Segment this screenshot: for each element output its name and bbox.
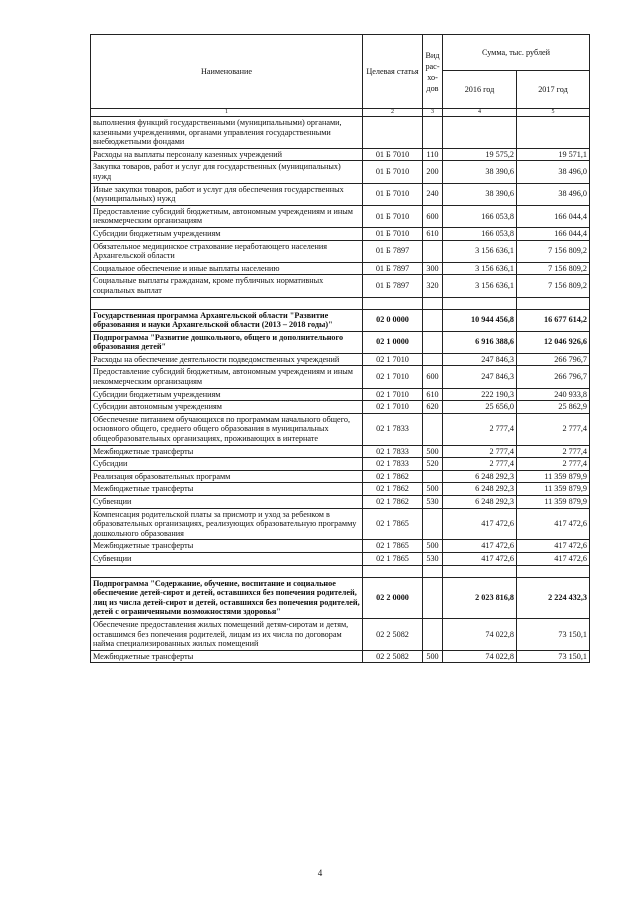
row-sum-2017 (517, 117, 590, 149)
row-expense-kind (423, 309, 443, 331)
row-target-article: 02 1 7862 (363, 483, 423, 496)
row-expense-kind: 520 (423, 458, 443, 471)
empty-cell (443, 565, 517, 577)
row-target-article: 02 1 7010 (363, 388, 423, 401)
row-target-article: 02 0 0000 (363, 309, 423, 331)
table-row (91, 117, 590, 149)
row-expense-kind (423, 413, 443, 445)
row-sum-2016: 6 248 292,3 (443, 483, 517, 496)
table-body (91, 117, 590, 663)
row-expense-kind: 300 (423, 262, 443, 275)
row-sum-2017: 38 496,0 (517, 183, 590, 205)
row-name: Межбюджетные трансферты (91, 650, 363, 663)
row-target-article: 01 Б 7010 (363, 227, 423, 240)
table-row (91, 205, 590, 227)
row-sum-2017: 19 571,1 (517, 148, 590, 161)
row-sum-2017: 11 359 879,9 (517, 483, 590, 496)
row-sum-2017: 16 677 614,2 (517, 309, 590, 331)
row-target-article: 02 1 7865 (363, 540, 423, 553)
row-sum-2017: 2 777,4 (517, 413, 590, 445)
row-expense-kind (423, 577, 443, 618)
row-sum-2017: 266 796,7 (517, 353, 590, 366)
row-sum-2016: 10 944 456,8 (443, 309, 517, 331)
row-target-article: 02 2 5082 (363, 618, 423, 650)
row-sum-2017: 11 359 879,9 (517, 470, 590, 483)
row-sum-2016: 25 656,0 (443, 401, 517, 414)
spacer-row (91, 565, 590, 577)
row-expense-kind: 500 (423, 650, 443, 663)
row-expense-kind: 600 (423, 205, 443, 227)
row-sum-2016: 247 846,3 (443, 353, 517, 366)
row-target-article: 02 1 7865 (363, 552, 423, 565)
row-name: Межбюджетные трансферты (91, 445, 363, 458)
row-target-article: 02 1 7862 (363, 496, 423, 509)
row-sum-2016: 222 190,3 (443, 388, 517, 401)
row-name: Субвенции (91, 552, 363, 565)
spacer-row (91, 297, 590, 309)
row-name: Подпрограмма "Содержание, обучение, воспитание и социальное обеспечение детей-сирот и детей, оставшихся без попечения родителей, лиц из числа детей-сирот и детей, оставшихся без попечения родителей, детей с ограниченными возможностями здоровья" (91, 577, 363, 618)
row-target-article: 01 Б 7010 (363, 148, 423, 161)
row-expense-kind: 500 (423, 445, 443, 458)
empty-cell (423, 565, 443, 577)
row-name: Межбюджетные трансферты (91, 540, 363, 553)
row-sum-2016: 2 777,4 (443, 458, 517, 471)
row-sum-2017: 7 156 809,2 (517, 240, 590, 262)
table-row (91, 309, 590, 331)
row-target-article: 01 Б 7897 (363, 275, 423, 297)
empty-cell (91, 297, 363, 309)
empty-cell (363, 565, 423, 577)
column-index: 4 (443, 109, 517, 117)
empty-cell (517, 565, 590, 577)
column-index: 3 (423, 109, 443, 117)
header-sum: Сумма, тыс. рублей (443, 35, 590, 71)
row-name: Обеспечение предоставления жилых помещений детям-сиротам и детям, оставшимся без попечения родителей, лицам из их числа по договорам найма специализированных жилых помещений (91, 618, 363, 650)
row-sum-2016: 6 916 388,6 (443, 331, 517, 353)
table-row (91, 508, 590, 540)
table-row (91, 331, 590, 353)
empty-cell (423, 297, 443, 309)
row-target-article: 02 1 7862 (363, 470, 423, 483)
table-row (91, 148, 590, 161)
row-name: Подпрограмма "Развитие дошкольного, общего и дополнительного образования детей" (91, 331, 363, 353)
row-expense-kind: 610 (423, 227, 443, 240)
table-row (91, 552, 590, 565)
row-sum-2017: 166 044,4 (517, 205, 590, 227)
table-row (91, 183, 590, 205)
table-row (91, 470, 590, 483)
header-name: Наименование (91, 35, 363, 109)
table-row (91, 650, 590, 663)
row-expense-kind: 200 (423, 161, 443, 183)
row-sum-2017: 240 933,8 (517, 388, 590, 401)
table-row (91, 577, 590, 618)
row-sum-2017: 2 777,4 (517, 445, 590, 458)
row-target-article: 02 1 7833 (363, 458, 423, 471)
row-expense-kind: 240 (423, 183, 443, 205)
table-row (91, 413, 590, 445)
row-name: Социальные выплаты гражданам, кроме публичных нормативных социальных выплат (91, 275, 363, 297)
row-target-article: 02 1 7010 (363, 401, 423, 414)
row-sum-2016: 19 575,2 (443, 148, 517, 161)
row-target-article: 02 1 0000 (363, 331, 423, 353)
table-row (91, 445, 590, 458)
column-index: 1 (91, 109, 363, 117)
column-index: 5 (517, 109, 590, 117)
row-expense-kind (423, 117, 443, 149)
row-sum-2016: 2 777,4 (443, 413, 517, 445)
empty-cell (443, 297, 517, 309)
row-sum-2016: 74 022,8 (443, 618, 517, 650)
table-row (91, 161, 590, 183)
table-row (91, 401, 590, 414)
row-sum-2016: 6 248 292,3 (443, 496, 517, 509)
row-target-article: 02 1 7865 (363, 508, 423, 540)
row-name: Субсидии бюджетным учреждениям (91, 227, 363, 240)
row-name: Субсидии автономным учреждениям (91, 401, 363, 414)
empty-cell (363, 297, 423, 309)
row-sum-2017: 38 496,0 (517, 161, 590, 183)
row-sum-2016: 6 248 292,3 (443, 470, 517, 483)
budget-table (90, 34, 590, 663)
row-expense-kind: 320 (423, 275, 443, 297)
row-name: Иные закупки товаров, работ и услуг для обеспечения государственных (муниципальных) нужд (91, 183, 363, 205)
table-row (91, 240, 590, 262)
row-sum-2017: 7 156 809,2 (517, 262, 590, 275)
row-target-article: 02 2 5082 (363, 650, 423, 663)
table-row (91, 388, 590, 401)
row-target-article: 02 1 7833 (363, 445, 423, 458)
row-sum-2016: 3 156 636,1 (443, 262, 517, 275)
row-expense-kind: 110 (423, 148, 443, 161)
row-target-article: 01 Б 7010 (363, 183, 423, 205)
row-sum-2016: 417 472,6 (443, 508, 517, 540)
row-sum-2017: 266 796,7 (517, 366, 590, 388)
row-target-article (363, 117, 423, 149)
row-name: Расходы на выплаты персоналу казенных учреждений (91, 148, 363, 161)
row-expense-kind: 530 (423, 496, 443, 509)
row-name: Расходы на обеспечение деятельности подведомственных учреждений (91, 353, 363, 366)
row-name: Субсидии (91, 458, 363, 471)
page-number: 4 (317, 868, 323, 878)
row-sum-2017: 417 472,6 (517, 540, 590, 553)
row-target-article: 01 Б 7897 (363, 240, 423, 262)
table-row (91, 353, 590, 366)
row-sum-2016: 3 156 636,1 (443, 275, 517, 297)
row-name: Субсидии бюджетным учреждениям (91, 388, 363, 401)
row-expense-kind: 500 (423, 540, 443, 553)
row-target-article: 02 2 0000 (363, 577, 423, 618)
row-expense-kind: 620 (423, 401, 443, 414)
row-name: Закупка товаров, работ и услуг для государственных (муниципальных) нужд (91, 161, 363, 183)
row-sum-2017: 25 862,9 (517, 401, 590, 414)
row-name: Предоставление субсидий бюджетным, автономным учреждениям и иным некоммерческим организациям (91, 205, 363, 227)
table-row (91, 275, 590, 297)
row-expense-kind: 600 (423, 366, 443, 388)
table-row (91, 618, 590, 650)
row-expense-kind (423, 470, 443, 483)
row-sum-2016: 74 022,8 (443, 650, 517, 663)
row-sum-2016: 247 846,3 (443, 366, 517, 388)
row-name: Обеспечение питанием обучающихся по программам начального общего, основного общего, среднего общего образования в муниципальных общеобразовательных организациях, проживающих в интернате (91, 413, 363, 445)
header-expense-kind: Вид рас- хо- дов (423, 35, 443, 109)
row-sum-2016: 38 390,6 (443, 161, 517, 183)
row-sum-2017: 166 044,4 (517, 227, 590, 240)
row-name: Обязательное медицинское страхование неработающего населения Архангельской области (91, 240, 363, 262)
row-target-article: 01 Б 7010 (363, 205, 423, 227)
table-row (91, 540, 590, 553)
row-name: Социальное обеспечение и иные выплаты населению (91, 262, 363, 275)
empty-cell (517, 297, 590, 309)
row-sum-2016 (443, 117, 517, 149)
row-name: Субвенции (91, 496, 363, 509)
row-name: Компенсация родительской платы за присмотр и уход за ребенком в образовательных организациях, реализующих образовательную программу дошкольного образования (91, 508, 363, 540)
row-target-article: 01 Б 7010 (363, 161, 423, 183)
row-sum-2017: 73 150,1 (517, 650, 590, 663)
row-sum-2017: 2 224 432,3 (517, 577, 590, 618)
row-name: Предоставление субсидий бюджетным, автономным учреждениям и иным некоммерческим организациям (91, 366, 363, 388)
empty-cell (91, 565, 363, 577)
row-expense-kind: 500 (423, 483, 443, 496)
table-row (91, 496, 590, 509)
row-sum-2017: 417 472,6 (517, 508, 590, 540)
row-sum-2016: 2 023 816,8 (443, 577, 517, 618)
row-sum-2017: 2 777,4 (517, 458, 590, 471)
column-index-row (91, 109, 590, 117)
row-sum-2016: 166 053,8 (443, 205, 517, 227)
row-expense-kind (423, 240, 443, 262)
row-expense-kind: 530 (423, 552, 443, 565)
row-name: Межбюджетные трансферты (91, 483, 363, 496)
row-sum-2016: 166 053,8 (443, 227, 517, 240)
row-name: Реализация образовательных программ (91, 470, 363, 483)
row-target-article: 01 Б 7897 (363, 262, 423, 275)
row-expense-kind (423, 508, 443, 540)
header-year-2017: 2017 год (517, 71, 590, 109)
row-sum-2016: 417 472,6 (443, 540, 517, 553)
row-sum-2017: 11 359 879,9 (517, 496, 590, 509)
table-row (91, 366, 590, 388)
row-target-article: 02 1 7010 (363, 366, 423, 388)
header-year-2016: 2016 год (443, 71, 517, 109)
table-row (91, 227, 590, 240)
column-index: 2 (363, 109, 423, 117)
row-name: Государственная программа Архангельской области "Развитие образования и науки Архангельской области (2013 – 2018 годы)" (91, 309, 363, 331)
header-target-article: Целевая статья (363, 35, 423, 109)
row-sum-2016: 3 156 636,1 (443, 240, 517, 262)
row-name: выполнения функций государственными (муниципальными) органами, казенными учреждениями, органами управления государственными внебюджетными фондами (91, 117, 363, 149)
row-expense-kind (423, 353, 443, 366)
row-sum-2016: 38 390,6 (443, 183, 517, 205)
row-sum-2016: 417 472,6 (443, 552, 517, 565)
row-target-article: 02 1 7010 (363, 353, 423, 366)
row-expense-kind: 610 (423, 388, 443, 401)
table-row (91, 483, 590, 496)
row-sum-2017: 12 046 926,6 (517, 331, 590, 353)
row-expense-kind (423, 331, 443, 353)
row-sum-2017: 417 472,6 (517, 552, 590, 565)
row-target-article: 02 1 7833 (363, 413, 423, 445)
row-sum-2017: 7 156 809,2 (517, 275, 590, 297)
table-row (91, 458, 590, 471)
row-sum-2016: 2 777,4 (443, 445, 517, 458)
table-row (91, 262, 590, 275)
row-expense-kind (423, 618, 443, 650)
row-sum-2017: 73 150,1 (517, 618, 590, 650)
